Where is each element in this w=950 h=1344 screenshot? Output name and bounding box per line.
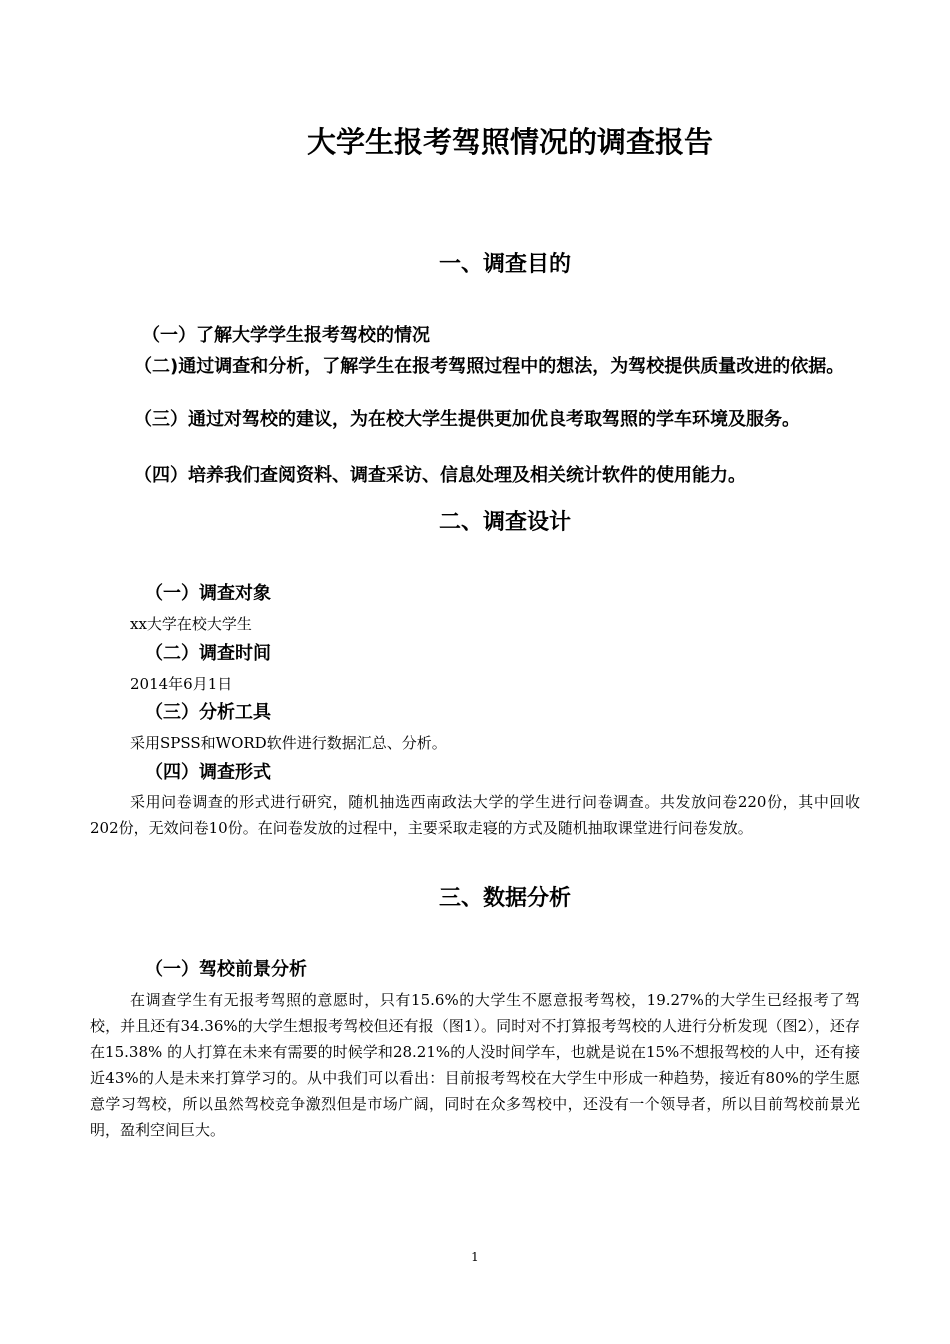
subheading-analysis-tools: （三）分析工具: [145, 702, 271, 723]
subheading-survey-form: （四）调查形式: [145, 762, 271, 783]
analysis-tools-text: 采用SPSS和WORD软件进行数据汇总、分析。: [130, 734, 447, 752]
page-number: 1: [471, 1250, 479, 1264]
prospect-analysis-text: 在调查学生有无报考驾照的意愿时，只有15.6%的大学生不愿意报考驾校，19.27%的大学生已经报考了驾校，并且还有34.36%的大学生想报考驾校但还有报（图1）。同时对不打算报考驾校的人进行分析发现（图2），还存在15.38% 的人打算在未来有需要的时候学和28.21%的人没时间学车，也就是说在15%不想报驾校的人中，还有接近43%的人是未来打算学习的。从中我们可以看出：目前报考驾校在大学生中形成一种趋势，接近有80%的学生愿意学习驾校，所以虽然驾校竞争激烈但是市场广阔，同时在众多驾校中，还没有一个领导者，所以目前驾校前景光明，盈利空间巨大。: [90, 991, 860, 1139]
survey-form-text: 采用问卷调查的形式进行研究，随机抽选西南政法大学的学生进行问卷调查。共发放问卷220份，其中回收202份，无效问卷10份。在问卷发放的过程中，主要采取走寝的方式及随机抽取课堂进行问卷发放。: [90, 793, 860, 837]
subheading-prospect-analysis: （一）驾校前景分析: [145, 959, 307, 980]
purpose-item-3: （三）通过对驾校的建议，为在校大学生提供更加优良考取驾照的学车环境及服务。: [134, 409, 800, 430]
subheading-survey-time: （二）调查时间: [145, 643, 271, 664]
survey-object-text: xx大学在校大学生: [130, 615, 252, 633]
subheading-survey-object: （一）调查对象: [145, 583, 271, 604]
document-title: 大学生报考驾照情况的调查报告: [306, 125, 713, 159]
section-heading-analysis: 三、数据分析: [438, 886, 571, 911]
survey-time-text: 2014年6月1日: [130, 675, 233, 693]
section-heading-design: 二、调查设计: [438, 510, 571, 535]
purpose-item-1: （一）了解大学学生报考驾校的情况: [142, 325, 430, 346]
purpose-item-2: （二)通过调查和分析，了解学生在报考驾照过程中的想法，为驾校提供质量改进的依据。: [134, 356, 845, 377]
purpose-item-4: （四）培养我们查阅资料、调查采访、信息处理及相关统计软件的使用能力。: [134, 465, 746, 486]
section-heading-purpose: 一、调查目的: [438, 252, 571, 277]
